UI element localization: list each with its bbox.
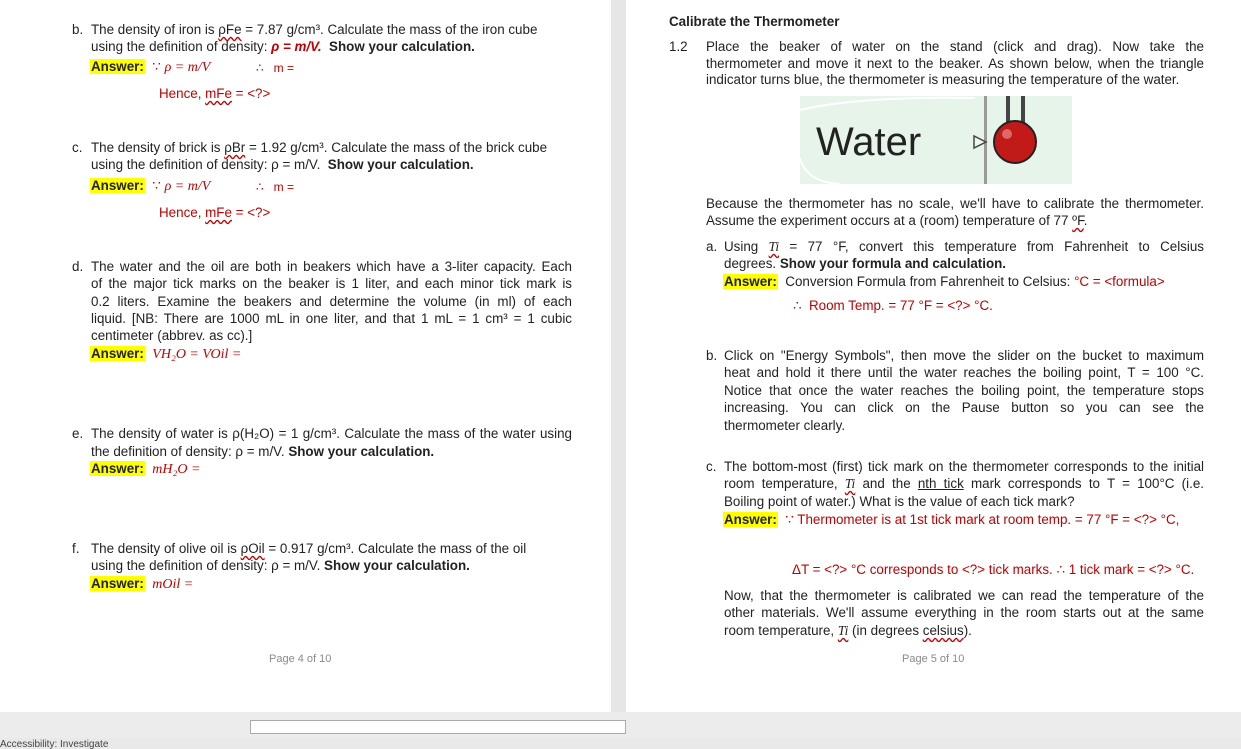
item-b-marker: b.	[72, 22, 84, 37]
item-b-hence: Hence, mFe = <?>	[159, 86, 271, 101]
status-bar	[0, 738, 1241, 749]
item-c-marker: c.	[72, 140, 83, 155]
item-1-2-line: Place the beaker of water on the stand (click and drag). Now take the	[706, 39, 1204, 54]
item-b5-last-line: thermometer clearly.	[724, 418, 846, 433]
section-heading: Calibrate the Thermometer	[669, 14, 840, 29]
item-c5-marker: c.	[706, 459, 717, 474]
item-d-line: 0.2 liters. Examine the beakers and determine the volume (in ml) of each	[91, 294, 572, 309]
page-gutter	[611, 0, 626, 712]
item-b5-line: increasing. You can click on the Pause button so you can see the	[724, 400, 1204, 415]
item-1-2-number: 1.2	[669, 39, 688, 54]
water-label: Water	[816, 120, 922, 164]
accessibility-status[interactable]: Accessibility: Investigate	[0, 739, 109, 749]
item-a-room-temp: ∴ Room Temp. = 77 °F = <?> °C.	[793, 298, 993, 313]
item-a-marker: a.	[706, 239, 718, 254]
item-c-answer-m: ∴ m =	[256, 180, 294, 194]
thermometer-icon	[950, 96, 1070, 184]
item-f-answer: Answer: mOil =	[91, 576, 194, 592]
item-b5-line: Notice that once the water reaches the boiling point, the temperature stops	[724, 383, 1204, 398]
item-c5-answer: Answer: ∵ Thermometer is at 1st tick mark at room temp. = 77 °F = <?> °C,	[724, 512, 1180, 527]
item-d-line: liquid. [NB: There are 1000 mL in one liter, and that 1 mL = 1 cm³ = 1 cubic	[91, 311, 572, 326]
item-b-answer-m: ∴ m =	[256, 61, 294, 75]
item-c-line1: The density of brick is ρBr = 1.92 g/cm³. Calculate the mass of the brick cube	[91, 140, 548, 155]
item-d-line: of the major tick marks on the beaker is 1 liter, and each minor tick mark is	[91, 276, 572, 291]
item-b-answer: Answer: ∵ ρ = m/V	[91, 59, 211, 75]
item-1-2-line: thermometer and move it next to the beaker. As shown below, when the triangle	[706, 56, 1204, 71]
item-c-line2: using the definition of density: ρ = m/V. Show your calculation.	[91, 157, 474, 172]
item-c5-delta: ΔT = <?> °C corresponds to <?> tick marks. ∴ 1 tick mark = <?> °C.	[792, 562, 1195, 577]
water-thermometer-image	[800, 96, 1072, 184]
item-1-2-last-line: indicator turns blue, the thermometer is measuring the temperature of the water.	[706, 72, 1180, 87]
item-b5-line: heat and hold it there until the water reaches the boiling point, T = 100 °C.	[724, 365, 1204, 380]
item-e-line1: The density of water is ρ(H₂O) = 1 g/cm³. Calculate the mass of the water using	[91, 426, 572, 441]
item-d-answer: Answer: VH₂O = VOil =	[91, 346, 242, 362]
item-b5-marker: b.	[706, 348, 718, 363]
calibration-intro-line1: Because the thermometer has no scale, we'll have to calibrate the thermometer.	[706, 196, 1204, 211]
horizontal-scrollbar-thumb[interactable]	[250, 720, 626, 734]
item-c-hence: Hence, mFe = <?>	[159, 205, 271, 220]
item-d-last-line: centimeter (abbrev. as cc).]	[91, 328, 253, 343]
now-last-line: room temperature, Ti (in degrees celsius).	[724, 623, 972, 638]
item-e-marker: e.	[72, 426, 84, 441]
page-5-number: Page 5 of 10	[902, 653, 965, 665]
item-c-answer: Answer: ∵ ρ = m/V	[91, 178, 211, 194]
item-f-line1: The density of olive oil is ρOil = 0.917 g/cm³. Calculate the mass of the oil	[91, 541, 527, 556]
item-d-marker: d.	[72, 259, 84, 274]
item-c5-line2: room temperature, Ti and the nth tick mark corresponds to T = 100°C (i.e.	[724, 476, 1205, 491]
item-f-line2: using the definition of density: ρ = m/V. Show your calculation.	[91, 558, 470, 573]
now-line: other materials. We'll assume everything in the room starts out at the same	[724, 605, 1204, 620]
item-b-line1: The density of iron is ρFe = 7.87 g/cm³. Calculate the mass of the iron cube	[91, 22, 538, 37]
item-c5-line3: Boiling point of water.) What is the value of each tick mark?	[724, 494, 1075, 509]
item-a-answer: Answer: Conversion Formula from Fahrenheit to Celsius: °C = <formula>	[724, 274, 1165, 289]
item-a-line1: Using Ti = 77 °F, convert this temperature from Fahrenheit to Celsius	[724, 239, 1204, 254]
page-4-number: Page 4 of 10	[269, 653, 332, 665]
item-e-line2: the definition of density: ρ = m/V. Show your calculation.	[91, 444, 435, 459]
item-b-line2: using the definition of density: ρ = m/V. Show your calculation.	[91, 39, 475, 54]
item-f-marker: f.	[72, 541, 80, 556]
item-c5-line1: The bottom-most (first) tick mark on the thermometer corresponds to the initial	[724, 459, 1204, 474]
item-e-answer: Answer: mH₂O =	[91, 461, 201, 477]
item-d-line: The water and the oil are both in beakers which have a 3-liter capacity. Each	[91, 259, 572, 274]
now-line: Now, that the thermometer is calibrated we can read the temperature of the	[724, 588, 1204, 603]
item-b5-line: Click on "Energy Symbols", then move the slider on the bucket to maximum	[724, 348, 1204, 363]
calibration-intro-line2: Assume the experiment occurs at a (room) temperature of 77 ºF.	[706, 213, 1088, 228]
item-a-line2: degrees. Show your formula and calculation.	[724, 256, 1007, 271]
